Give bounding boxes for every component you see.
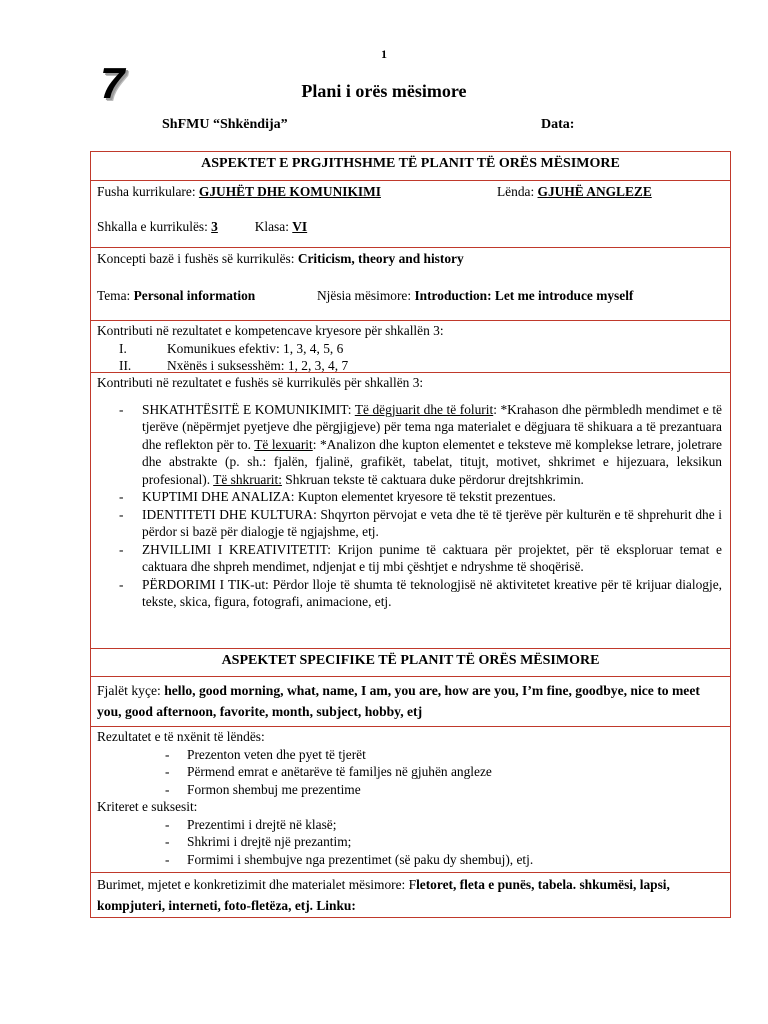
resources-label: Burimet, mjetet e konkretizimit dhe materialet mësimore: F [97,877,417,892]
list-item: - Përmend emrat e anëtarëve të familjes në gjuhën angleze [165,764,492,779]
list-item: - Prezenton veten dhe pyet të tjerët [165,746,366,762]
curriculum-area-value: GJUHËT DHE KOMUNIKIMI [198,184,381,199]
list-item: I. Komunikues efektiv: 1, 3, 4, 5, 6 [119,340,344,356]
curriculum-outcomes-row [91,373,730,649]
class-label: Klasa: [254,219,293,234]
lesson-unit-value: Introduction: Let me introduce myself [414,288,634,303]
level-value: 3 [211,219,218,234]
school-name: ShFMU “Shkëndija” [162,117,288,132]
subject-value: GJUHË ANGLEZE [537,184,652,199]
concept-row [91,248,730,321]
list-item: - Prezentimi i drejtë në klasë; [165,816,337,832]
curriculum-area: Fusha kurrikulare: GJUHËT DHE KOMUNIKIMI [97,184,381,199]
list-item: - IDENTITETI DHE KULTURA: Shqyrton përvojat e veta dhe të të tjerëve për kulturën e të shprehurit dhe i përdor si bazë për dialogje të ngjajshme, etj. [119,506,722,539]
curriculum-level: Shkalla e kurrikulës: 3 Klasa: VI [97,219,308,234]
list-item: - Formimi i shembujve nga prezentimet (së paku dy shembuj), etj. [165,851,534,867]
page-title: Plani i orës mësimore [301,81,467,101]
date-label: Data: [541,117,575,132]
page-number: 1 [381,47,387,61]
curriculum-area-row [91,181,730,248]
list-item: - KUPTIMI DHE ANALIZA: Kupton elementet kryesore të tekstit prezentues. [119,489,556,504]
list-item: - SHKATHTËSITË E KOMUNIKIMIT: Të dëgjuarit dhe të folurit: *Krahason dhe përmbledh mendimet e të tjerëve (nëpërmjet pyetjeve dhe përgjigjeve) për tema nga materialet e dëgjuara të shikuara a të prezantuara dhe reflekton për to. Të lexuarit: *Analizon dhe kupton elementet e teksteve më komplekse letrare, joletrare dhe abstrakte (p. sh.: fjalën, fjalinë, grafikët, tabelat, titujt, motivet, shkrimet e hijezuara, leksikun profesional). Të shkruarit: Shkruan tekste të caktuara duke përdorur drejtshkrimin. [119,401,722,487]
lesson-unit: Njësia mësimore: Introduction: Let me introduce myself [317,288,634,303]
curriculum-outcomes-list [97,401,724,611]
learning-outcomes-row [91,727,730,873]
logo-seven: 7 [100,59,125,108]
curriculum-outcomes-intro: Kontributi në rezultatet e fushës së kurrikulës për shkallën 3: [97,375,424,390]
key-competences-intro: Kontributi në rezultatet e kompetencave kryesore për shkallën 3: [97,323,444,338]
keywords-label: Fjalët kyçe: [97,683,165,698]
learning-outcomes-label: Rezultatet e të nxënit të lëndës: [97,729,265,744]
topic-value: Personal information [133,288,256,303]
class-value: VI [292,219,308,234]
list-item: - ZHVILLIMI I KREATIVITETIT: Krijon punime të caktuara për projektet, për të eksploruar temat e caktuara dhe shpreh mendimet, ndjenjat e tij mbi çështjet e ndryshme të shoqërisë. [119,541,722,574]
resources-row [91,873,730,917]
list-item: - Formon shembuj me prezentime [165,781,361,797]
list-item: - PËRDORIMI I TIK-ut: Përdor lloje të shumta të teknologjisë në aktivitetet kreative për të krijuar dialogje, tekste, skica, figura, fotografi, animacione, etj. [119,576,722,609]
base-concept: Koncepti bazë i fushës së kurrikulës: Criticism, theory and history [97,251,464,266]
topic: Tema: Personal information [97,288,256,303]
success-criteria-list [97,816,724,869]
resources-value: letoret, fleta e punës, tabela. shkumësi, lapsi, kompjuteri, interneti, foto-fletëza, etj. Linku: [97,877,670,913]
keywords-value: hello, good morning, what, name, I am, you are, how are you, I’m fine, goodbye, nice to meet you, good afternoon, favorite, month, subject, hobby, etj [97,683,700,719]
section-heading-specific: ASPEKTET SPECIFIKE TË PLANIT TË ORËS MËSIMORE [91,649,730,677]
learning-outcomes-list [97,746,724,799]
base-concept-value: Criticism, theory and history [297,251,464,266]
keywords-row [91,677,730,727]
list-item: - Shkrimi i drejtë një prezantim; [165,834,352,849]
list-item: II. Nxënës i suksesshëm: 1, 2, 3, 4, 7 [119,358,349,373]
success-criteria-label: Kriteret e suksesit: [97,799,198,814]
lesson-plan-table [90,151,731,918]
subject: Lënda: GJUHË ANGLEZE [497,184,652,199]
key-competences-row [91,321,730,373]
section-heading-general: ASPEKTET E PRGJITHSHME TË PLANIT TË ORËS MËSIMORE [91,152,730,181]
